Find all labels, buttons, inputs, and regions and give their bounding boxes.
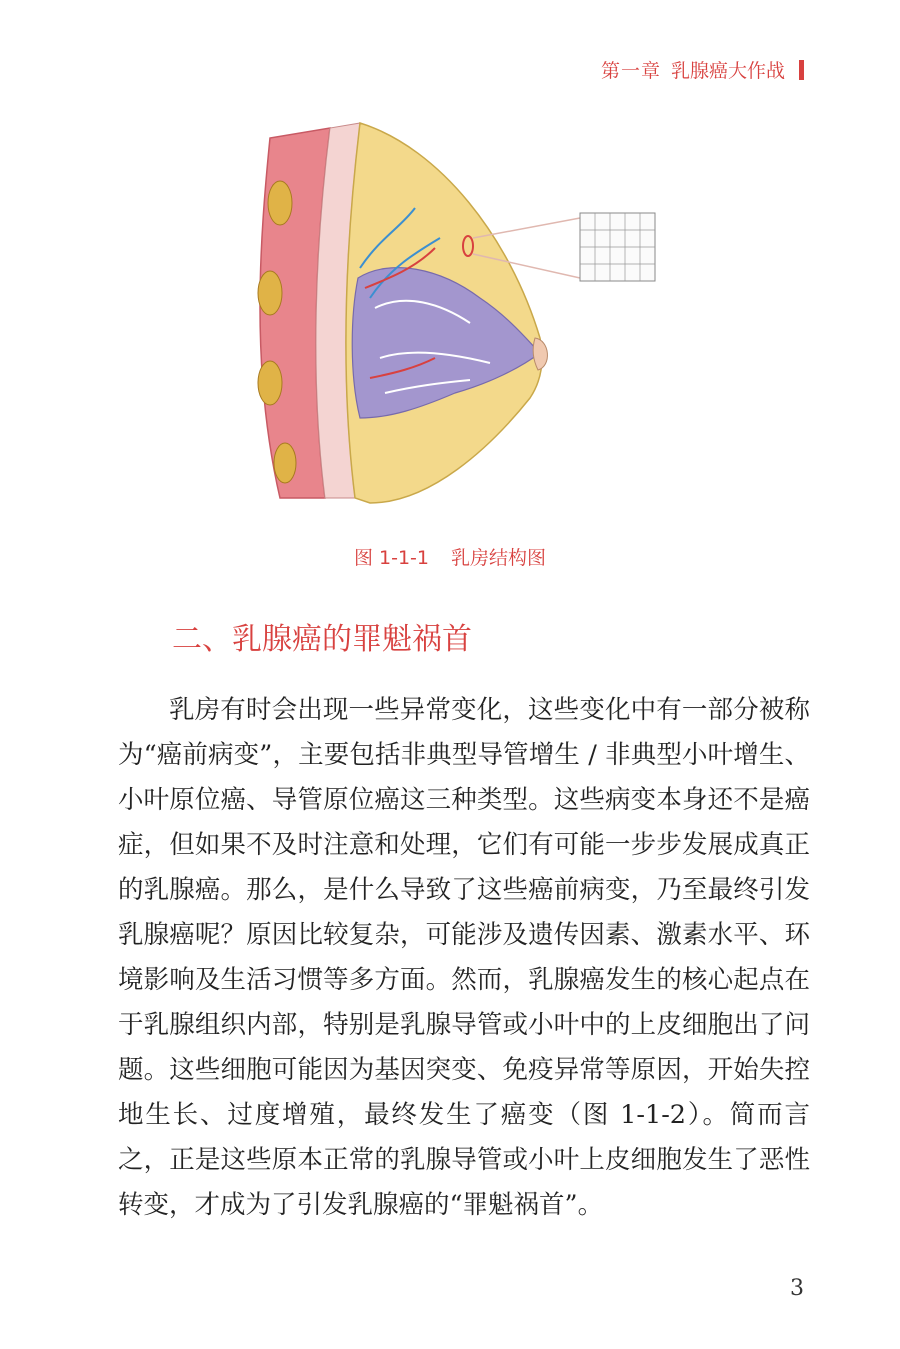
header-bar-mark <box>799 60 804 80</box>
page-number: 3 <box>790 1276 804 1301</box>
figure-caption-text: 乳房结构图 <box>451 547 547 569</box>
body-paragraph: 乳房有时会出现一些异常变化，这些变化中有一部分被称为“癌前病变”，主要包括非典型导管增生 / 非典型小叶增生、小叶原位癌、导管原位癌这三种类型。这些病变本身还不是癌症，但如果不及时注意和处理，它们有可能一步步发展成真正的乳腺癌。那么，是什么导致了这些癌前病变，乃至最终引发乳腺癌呢？原因比较复杂，可能涉及遗传因素、激素水平、环境影响及生活习惯等多方面。然而，乳腺癌发生的核心起点在于乳腺组织内部，特别是乳腺导管或小叶中的上皮细胞出了问题。这些细胞可能因为基因突变、免疫异常等原因，开始失控地生长、过度增殖，最终发生了癌变（图 1-1-2）。简而言之，正是这些原本正常的乳腺导管或小叶上皮细胞发生了恶性转变，才成为了引发乳腺癌的“罪魁祸首”。 <box>118 695 810 1220</box>
rib-3 <box>258 361 282 405</box>
rib-1 <box>268 181 292 225</box>
figure-number: 图 1-1-1 <box>353 547 429 569</box>
breast-illustration-svg <box>240 118 660 518</box>
rib-4 <box>274 443 296 483</box>
chapter-title: 乳腺癌大作战 <box>670 60 785 82</box>
breast-anatomy-illustration-icon <box>240 118 660 518</box>
running-header <box>601 56 804 83</box>
zoom-line-top <box>473 218 580 238</box>
figure-caption <box>0 543 900 570</box>
rib-2 <box>258 271 282 315</box>
chapter-label: 第一章 <box>600 60 661 82</box>
section-heading: 二、乳腺癌的罪魁祸首 <box>172 622 472 657</box>
